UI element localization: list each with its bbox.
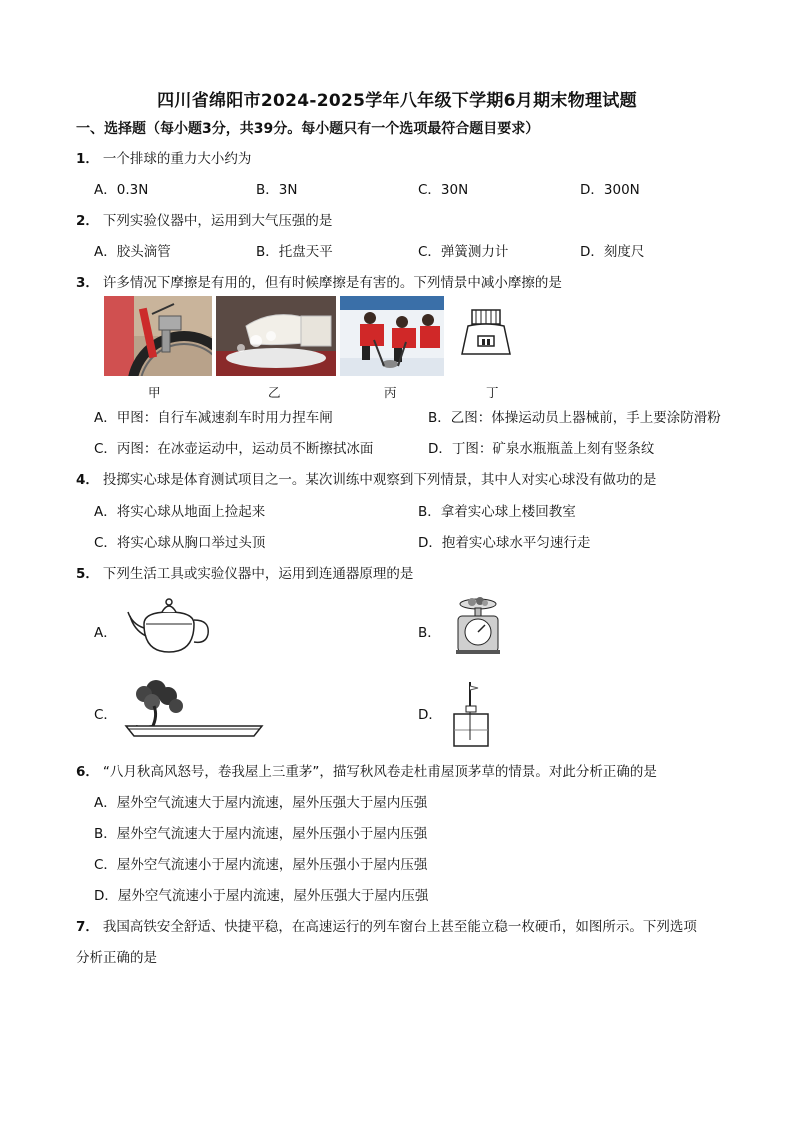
bonsai-icon: [122, 676, 272, 740]
barometer-bottle-icon: [448, 680, 494, 750]
q2-option-c: C．弹簧测力计: [418, 244, 509, 260]
q3-option-a: A．甲图：自行车减速刹车时用力捏车闸: [94, 410, 333, 426]
question-1: [76, 147, 251, 167]
scale-icon: [452, 594, 504, 656]
question-stem: “八月秋高风怒号，卷我屋上三重茅”，描写秋风卷走杜甫屋顶茅草的情景。对此分析正确的是: [102, 764, 657, 780]
q3-option-b: B．乙图：体操运动员上器械前，手上要涂防滑粉: [428, 410, 721, 426]
question-stem: 下列实验仪器中，运用到大气压强的是: [102, 213, 333, 229]
question-5: [76, 562, 413, 582]
caption-jia: 甲: [148, 385, 161, 400]
section-heading: 一、选择题（每小题3分，共39分。每小题只有一个选项最符合题目要求）: [76, 121, 540, 137]
q6-option-b: B．屋外空气流速大于屋内流速，屋外压强小于屋内压强: [94, 826, 428, 842]
q3-option-d: D．丁图：矿泉水瓶瓶盖上刻有竖条纹: [428, 441, 655, 457]
question-3: [76, 271, 562, 291]
q1-option-a: A．0.3N: [94, 182, 149, 198]
q1-option-c: C．30N: [418, 182, 469, 198]
gymnast-chalk-image: [216, 296, 336, 376]
bottle-cap-icon: [456, 306, 516, 364]
question-number: 1．: [76, 151, 99, 167]
q4-option-d: D．抱着实心球水平匀速行走: [418, 535, 591, 551]
q3-option-c: C．丙图：在冰壶运动中，运动员不断擦拭冰面: [94, 441, 374, 457]
question-6: [76, 760, 657, 780]
q4-option-b: B．拿着实心球上楼回教室: [418, 504, 576, 520]
question-stem: 我国高铁安全舒适、快捷平稳，在高速运行的列车窗台上甚至能立稳一枚硬币，如图所示。下列选项: [102, 919, 697, 935]
q1-option-b: B．3N: [256, 182, 298, 198]
question-stem: 下列生活工具或实验仪器中，运用到连通器原理的是: [102, 566, 414, 582]
question-stem: 投掷实心球是体育测试项目之一。某次训练中观察到下列情景，其中人对实心球没有做功的是: [102, 472, 657, 488]
bicycle-brake-image: [104, 296, 212, 376]
q1-option-d: D．300N: [580, 182, 640, 198]
question-number: 7．: [76, 919, 99, 935]
q6-option-c: C．屋外空气流速小于屋内流速，屋外压强小于屋内压强: [94, 857, 428, 873]
caption-ding: 丁: [486, 385, 499, 400]
q6-option-a: A．屋外空气流速大于屋内流速，屋外压强大于屋内压强: [94, 795, 428, 811]
curling-image: [340, 296, 444, 376]
question-number: 3．: [76, 275, 99, 291]
question-stem: 一个排球的重力大小约为: [102, 151, 252, 167]
question-7: [76, 915, 697, 935]
q5-option-d: D．: [418, 707, 442, 723]
caption-bing: 丙: [384, 385, 397, 400]
q4-option-c: C．将实心球从胸口举过头顶: [94, 535, 266, 551]
question-number: 4．: [76, 472, 99, 488]
q2-option-d: D．刻度尺: [580, 244, 645, 260]
q4-option-a: A．将实心球从地面上捡起来: [94, 504, 266, 520]
caption-yi: 乙: [268, 385, 281, 400]
q2-option-a: A．胶头滴管: [94, 244, 171, 260]
page-title: 四川省绵阳市2024-2025学年八年级下学期6月期末物理试题: [157, 91, 637, 111]
teapot-icon: [124, 594, 214, 656]
question-stem: 许多情况下摩擦是有用的，但有时候摩擦是有害的。下列情景中减小摩擦的是: [102, 275, 562, 291]
q2-option-b: B．托盘天平: [256, 244, 333, 260]
q5-option-c: C．: [94, 707, 117, 723]
q5-option-b: B．: [418, 625, 441, 641]
question-2: [76, 209, 332, 229]
q5-option-a: A．: [94, 625, 117, 641]
question-number: 5．: [76, 566, 99, 582]
question-number: 6．: [76, 764, 99, 780]
question-number: 2．: [76, 213, 99, 229]
question-7-stem-continued: 分析正确的是: [76, 950, 157, 966]
q6-option-d: D．屋外空气流速小于屋内流速，屋外压强大于屋内压强: [94, 888, 429, 904]
question-4: [76, 468, 656, 488]
